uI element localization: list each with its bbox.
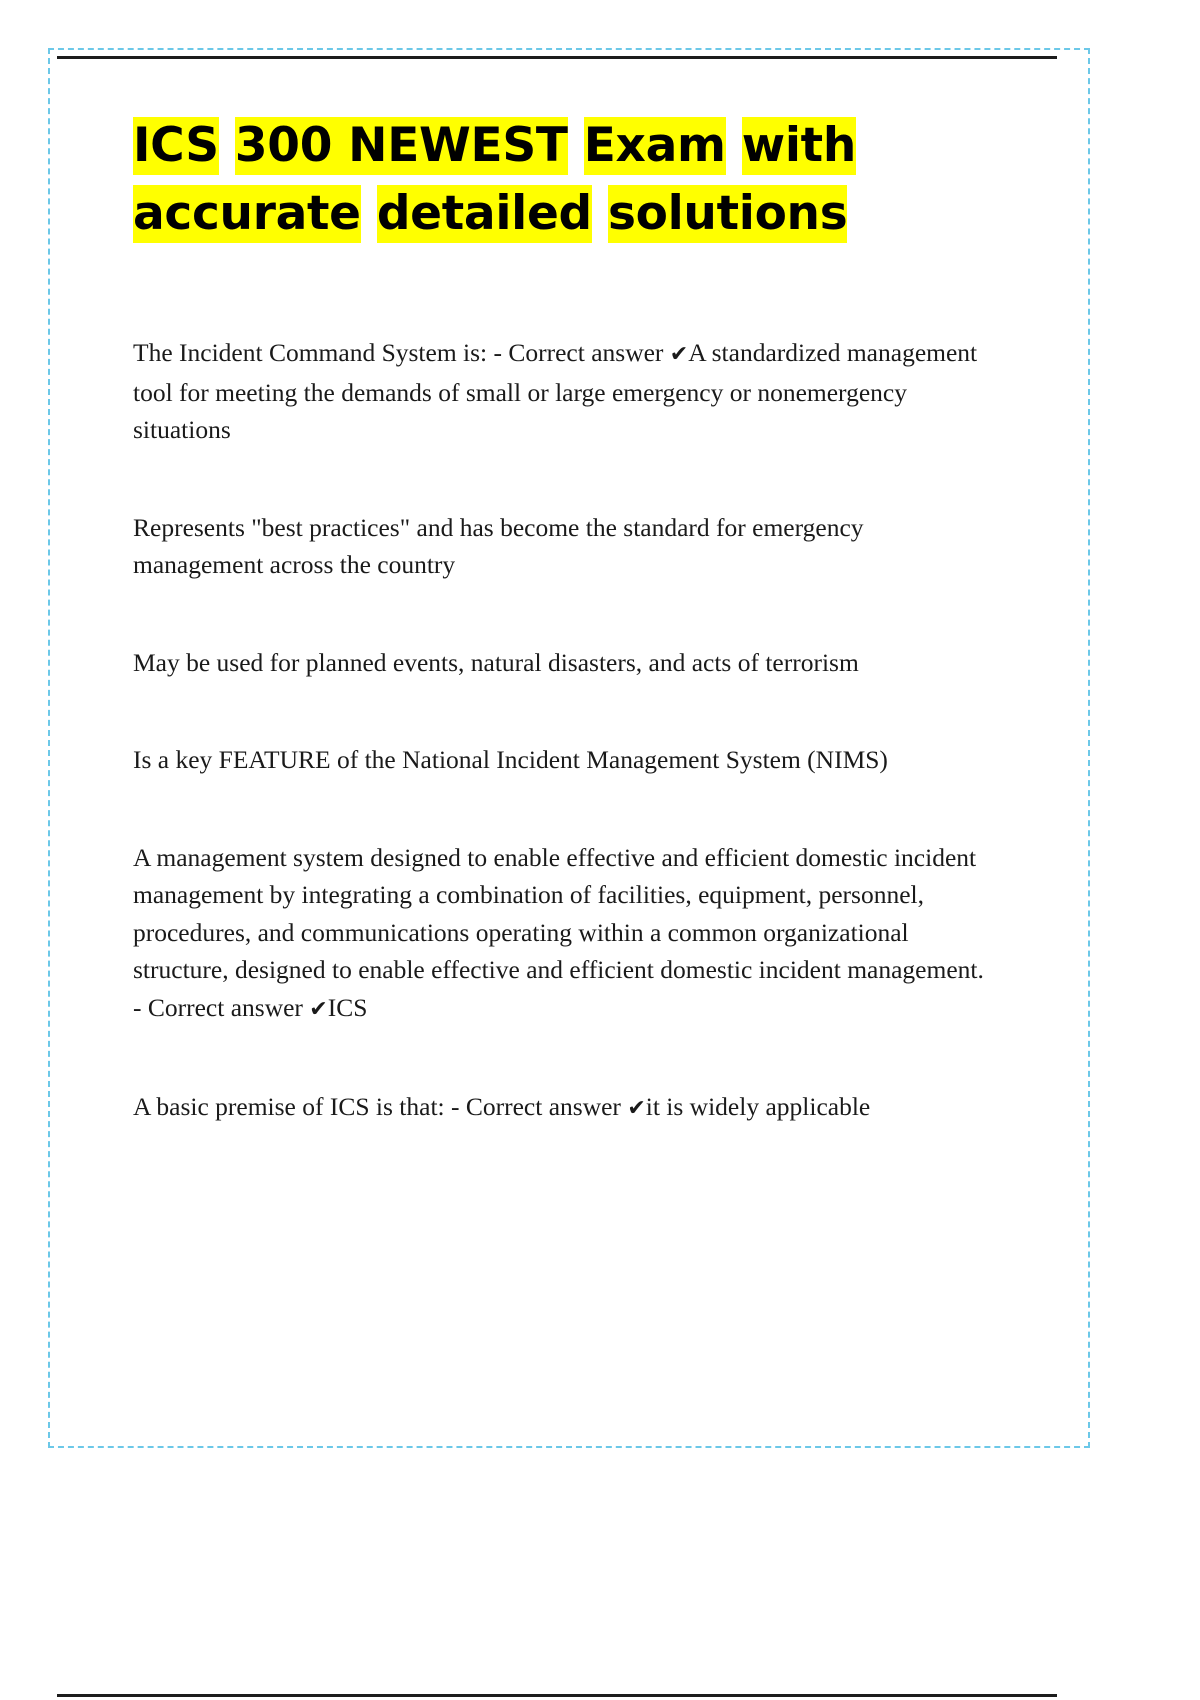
checkmark-icon: ✔ bbox=[309, 996, 328, 1022]
answer-text: Is a key FEATURE of the National Incident Management System (NIMS) bbox=[133, 745, 888, 774]
title-token: 300 NEWEST bbox=[234, 118, 568, 173]
body-paragraph bbox=[133, 509, 988, 584]
body-paragraph bbox=[133, 1088, 988, 1128]
question-text: The Incident Command System is: - Correct answer bbox=[133, 338, 670, 367]
checkmark-icon: ✔ bbox=[627, 1096, 646, 1121]
answer-text: May be used for planned events, natural disasters, and acts of terrorism bbox=[133, 647, 859, 677]
title-token: with bbox=[741, 118, 857, 173]
body-paragraph bbox=[133, 644, 988, 682]
answer-text: it is widely applicable bbox=[645, 1092, 871, 1121]
body-paragraph bbox=[133, 839, 988, 1029]
title-token: solutions bbox=[607, 186, 848, 241]
answer-text: Represents "best practices" and has become the standard for emergency management across the country bbox=[133, 512, 864, 579]
title-token: Exam bbox=[583, 118, 726, 173]
title-token: detailed bbox=[376, 186, 592, 241]
title-token: ICS bbox=[133, 118, 219, 173]
document-content bbox=[133, 112, 1013, 1128]
answer-text: A standardized management tool for meeting the demands of small or large emergency or nonemergency situations bbox=[133, 338, 978, 444]
body-paragraph bbox=[133, 741, 988, 779]
question-text: A management system designed to enable effective and efficient domestic incident management by integrating a combination of facilities, equipment, personnel, procedures, and communications operating within a common organizational structure, designed to enable effective and efficient domestic incident management. - Correct answer bbox=[133, 842, 984, 1022]
page-title bbox=[133, 112, 893, 248]
document-body bbox=[133, 334, 1013, 1128]
body-paragraph bbox=[133, 334, 988, 449]
title-token: accurate bbox=[133, 186, 361, 241]
answer-text: ICS bbox=[327, 992, 368, 1022]
checkmark-icon: ✔ bbox=[669, 342, 689, 367]
question-text: A basic premise of ICS is that: - Correct answer bbox=[133, 1092, 628, 1121]
header-rule bbox=[57, 56, 1057, 59]
footer-rule bbox=[57, 1694, 1057, 1697]
